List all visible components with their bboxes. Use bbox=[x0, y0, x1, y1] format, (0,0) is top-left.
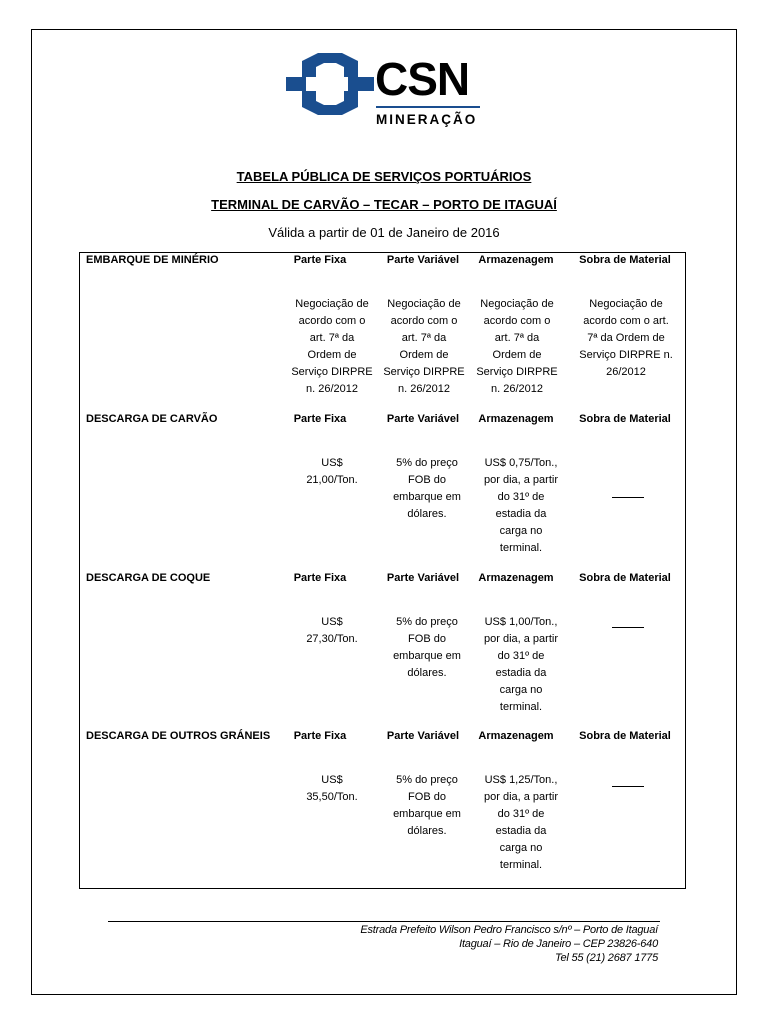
cell-variable: 5% do preço FOB do embarque em dólares. bbox=[393, 616, 461, 679]
cell-storage: US$ 1,00/Ton., por dia, a partir do 31º de estadia da carga no terminal. bbox=[484, 616, 558, 713]
doc-subtitle: TERMINAL DE CARVÃO – TECAR – PORTO DE ITAGUAÍ bbox=[211, 197, 557, 212]
section-label: DESCARGA DE OUTROS GRÁNEIS bbox=[86, 730, 271, 742]
doc-title: TABELA PÚBLICA DE SERVIÇOS PORTUÁRIOS bbox=[236, 169, 532, 184]
cell-variable: Negociação de acordo com o art. 7ª da Ordem de Serviço DIRPRE n. 26/2012 bbox=[383, 298, 465, 395]
section-label: DESCARGA DE CARVÃO bbox=[86, 413, 218, 425]
footer-address: Estrada Prefeito Wilson Pedro Francisco s/nº – Porto de Itaguaí bbox=[360, 924, 658, 936]
col-head-storage: Armazenagem bbox=[478, 254, 554, 266]
cell-fixed: US$ 35,50/Ton. bbox=[306, 774, 358, 803]
col-head-variable: Parte Variável bbox=[386, 572, 460, 584]
col-head-storage: Armazenagem bbox=[478, 730, 554, 742]
col-head-surplus: Sobra de Material bbox=[579, 730, 671, 742]
col-head-storage: Armazenagem bbox=[478, 413, 554, 425]
col-head-variable: Parte Variável bbox=[386, 413, 460, 425]
brand-name: CSN bbox=[375, 53, 470, 105]
footer-divider bbox=[108, 921, 660, 922]
col-head-variable: Parte Variável bbox=[386, 254, 460, 266]
col-head-surplus: Sobra de Material bbox=[579, 413, 671, 425]
section-label: DESCARGA DE COQUE bbox=[86, 572, 211, 584]
section-label: EMBARQUE DE MINÉRIO bbox=[86, 254, 219, 266]
cell-variable: 5% do preço FOB do embarque em dólares. bbox=[393, 457, 461, 520]
col-head-storage: Armazenagem bbox=[478, 572, 554, 584]
cell-fixed: Negociação de acordo com o art. 7ª da Ordem de Serviço DIRPRE n. 26/2012 bbox=[291, 298, 373, 395]
cell-storage: US$ 1,25/Ton., por dia, a partir do 31º de estadia da carga no terminal. bbox=[484, 774, 558, 871]
col-head-surplus: Sobra de Material bbox=[579, 572, 671, 584]
footer-city: Itaguaí – Rio de Janeiro – CEP 23826-640 bbox=[459, 938, 658, 950]
cell-variable: 5% do preço FOB do embarque em dólares. bbox=[393, 774, 461, 837]
cell-storage: Negociação de acordo com o art. 7ª da Ordem de Serviço DIRPRE n. 26/2012 bbox=[476, 298, 558, 395]
col-head-surplus: Sobra de Material bbox=[579, 254, 671, 266]
footer-phone: Tel 55 (21) 2687 1775 bbox=[554, 952, 658, 964]
brand-underline bbox=[376, 106, 480, 108]
brand-subtitle: MINERAÇÃO bbox=[376, 112, 478, 127]
cell-fixed: US$ 27,30/Ton. bbox=[306, 616, 358, 645]
empty-dash bbox=[612, 786, 644, 787]
col-head-fixed: Parte Fixa bbox=[293, 413, 347, 425]
col-head-fixed: Parte Fixa bbox=[293, 572, 347, 584]
col-head-fixed: Parte Fixa bbox=[293, 254, 347, 266]
empty-dash bbox=[612, 627, 644, 628]
cell-fixed: US$ 21,00/Ton. bbox=[306, 457, 358, 486]
cell-storage: US$ 0,75/Ton., por dia, a partir do 31º de estadia da carga no terminal. bbox=[484, 457, 558, 554]
empty-dash bbox=[612, 497, 644, 498]
col-head-fixed: Parte Fixa bbox=[293, 730, 347, 742]
col-head-variable: Parte Variável bbox=[386, 730, 460, 742]
validity-date: Válida a partir de 01 de Janeiro de 2016 bbox=[268, 225, 500, 240]
cell-surplus: Negociação de acordo com o art. 7ª da Ordem de Serviço DIRPRE n. 26/2012 bbox=[579, 298, 673, 378]
